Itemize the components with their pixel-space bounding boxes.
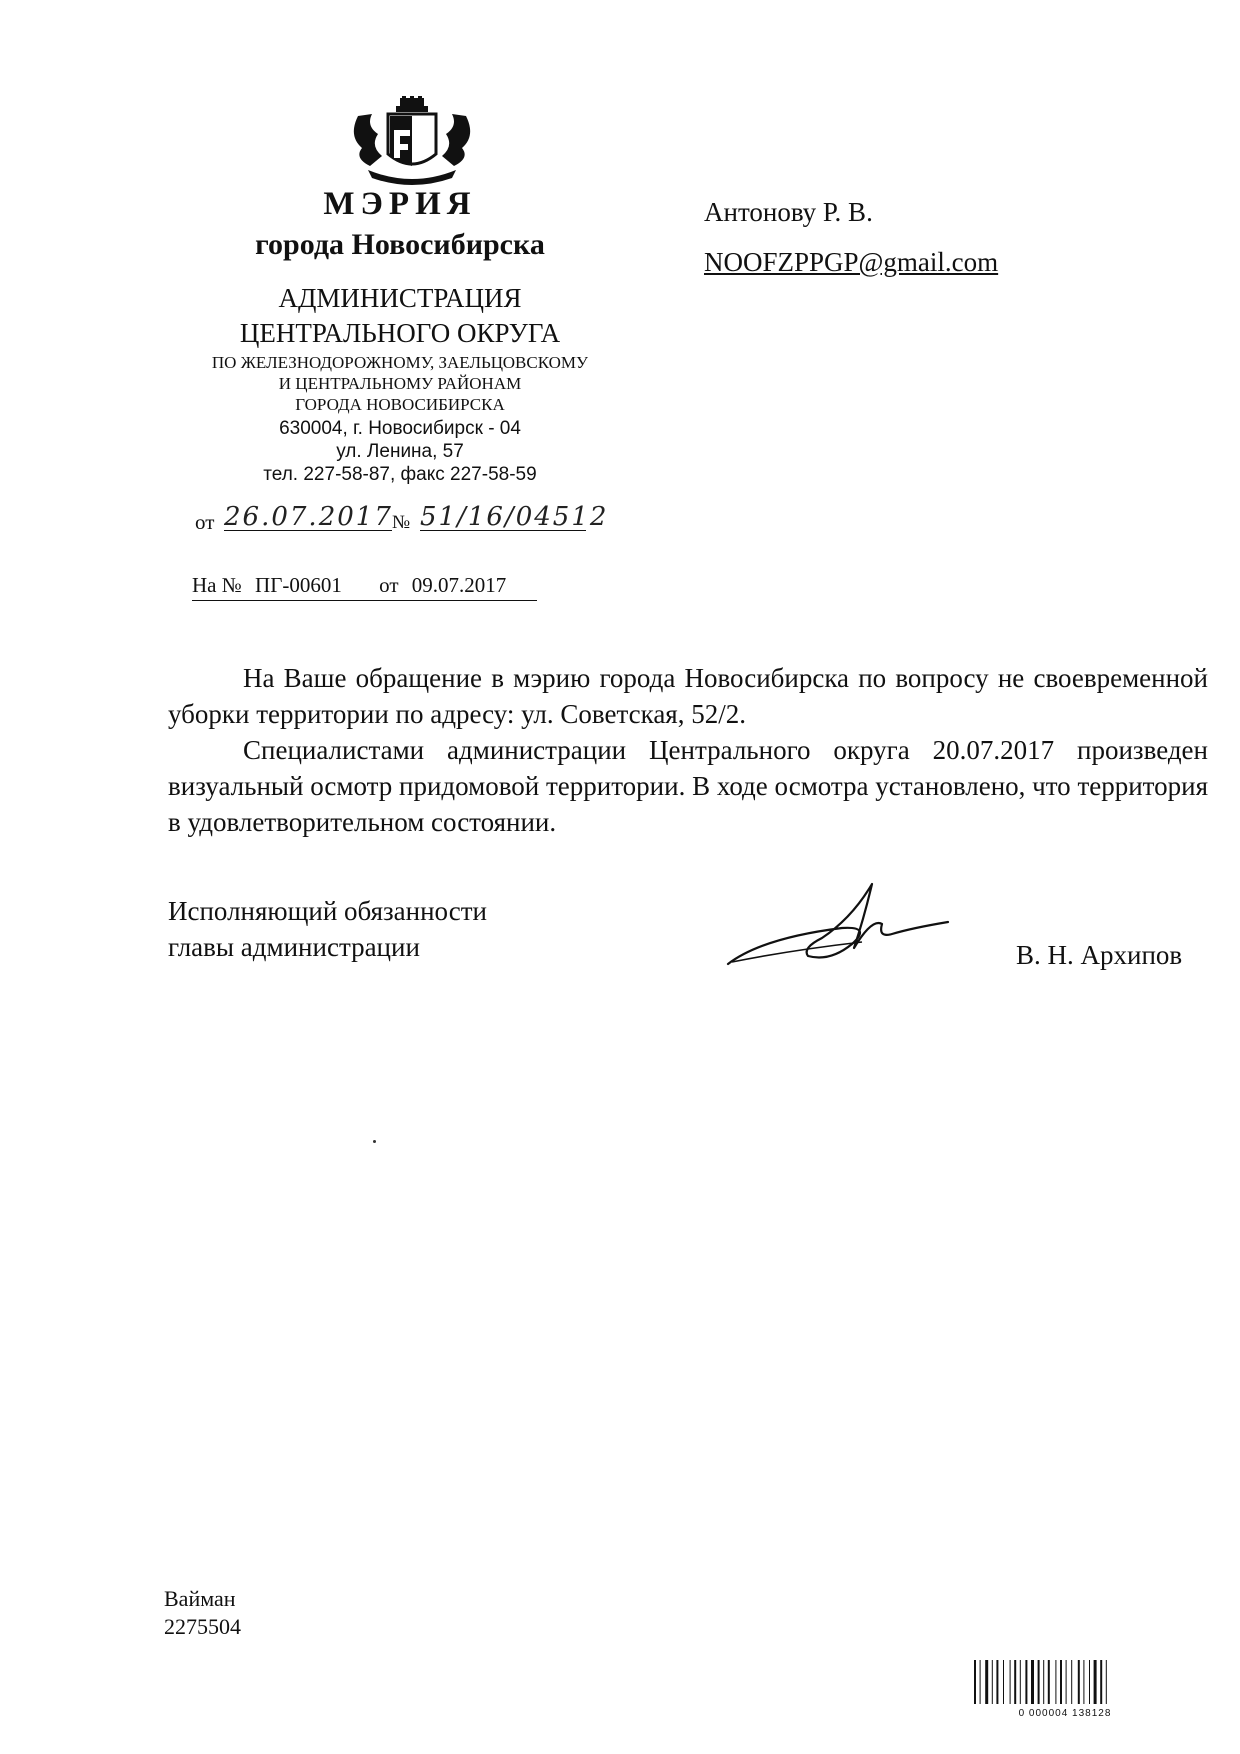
executor-name: Вайман: [164, 1586, 236, 1611]
address-line3: тел. 227-58-87, факс 227-58-59: [263, 464, 537, 485]
admin-detail-line1: ПО ЖЕЛЕЗНОДОРОЖНОМУ, ЗАЕЛЬЦОВСКОМУ: [211, 353, 589, 372]
address-line2: ул. Ленина, 57: [336, 441, 464, 462]
outgoing-number-label: №: [392, 512, 411, 533]
admin-detail-line3: ГОРОДА НОВОСИБИРСКА: [295, 395, 505, 414]
signatory-position-line1: Исполняющий обязанности: [168, 896, 487, 926]
mayor-city: города Новосибирска: [255, 228, 545, 261]
reply-number: ПГ-00601: [255, 573, 342, 597]
address-line1: 630004, г. Новосибирск - 04: [279, 418, 521, 439]
reply-reference: [192, 573, 537, 601]
executor-phone: 2275504: [164, 1614, 241, 1639]
scan-speck: [373, 1140, 376, 1143]
reply-from-label: от: [379, 573, 399, 597]
outgoing-date-field: [224, 502, 392, 531]
admin-detail-line2: И ЦЕНТРАЛЬНОМУ РАЙОНАМ: [278, 374, 522, 393]
outgoing-number-field: [420, 502, 609, 532]
signatory-name: В. Н. Архипов: [1016, 940, 1183, 970]
admin-title-line1: АДМИНИСТРАЦИЯ: [278, 283, 522, 313]
outgoing-number-handwritten: 51/16/04512: [420, 502, 609, 532]
reply-label: На №: [192, 573, 242, 597]
outgoing-date-handwritten: 26.07.2017: [224, 502, 393, 532]
coat-of-arms-icon: [348, 96, 476, 188]
signatory-position-line2: главы администрации: [168, 932, 420, 962]
recipient-email: NOOFZPPGP@gmail.com: [704, 247, 999, 277]
handwritten-signature: [722, 878, 952, 978]
reply-date: 09.07.2017: [411, 573, 507, 597]
barcode-number: 0 000004 138128: [1018, 1708, 1112, 1719]
admin-title-line2: ЦЕНТРАЛЬНОГО ОКРУГА: [239, 318, 561, 348]
recipient-name: Антонову Р. В.: [704, 197, 873, 227]
body-paragraph-2: Специалистами администрации Центрального округа 20.07.2017 произведен визуальный осмотр придомовой территории. В ходе осмотра установлено, что территория в удовлетворительном состоянии.: [168, 735, 1208, 837]
outgoing-from-label: от: [195, 510, 215, 534]
body-paragraph-1: На Ваше обращение в мэрию города Новосибирска по вопросу не своевременной уборки территории по адресу: ул. Советская, 52/2.: [168, 663, 1208, 729]
mayor-title: МЭРИЯ: [323, 186, 477, 222]
